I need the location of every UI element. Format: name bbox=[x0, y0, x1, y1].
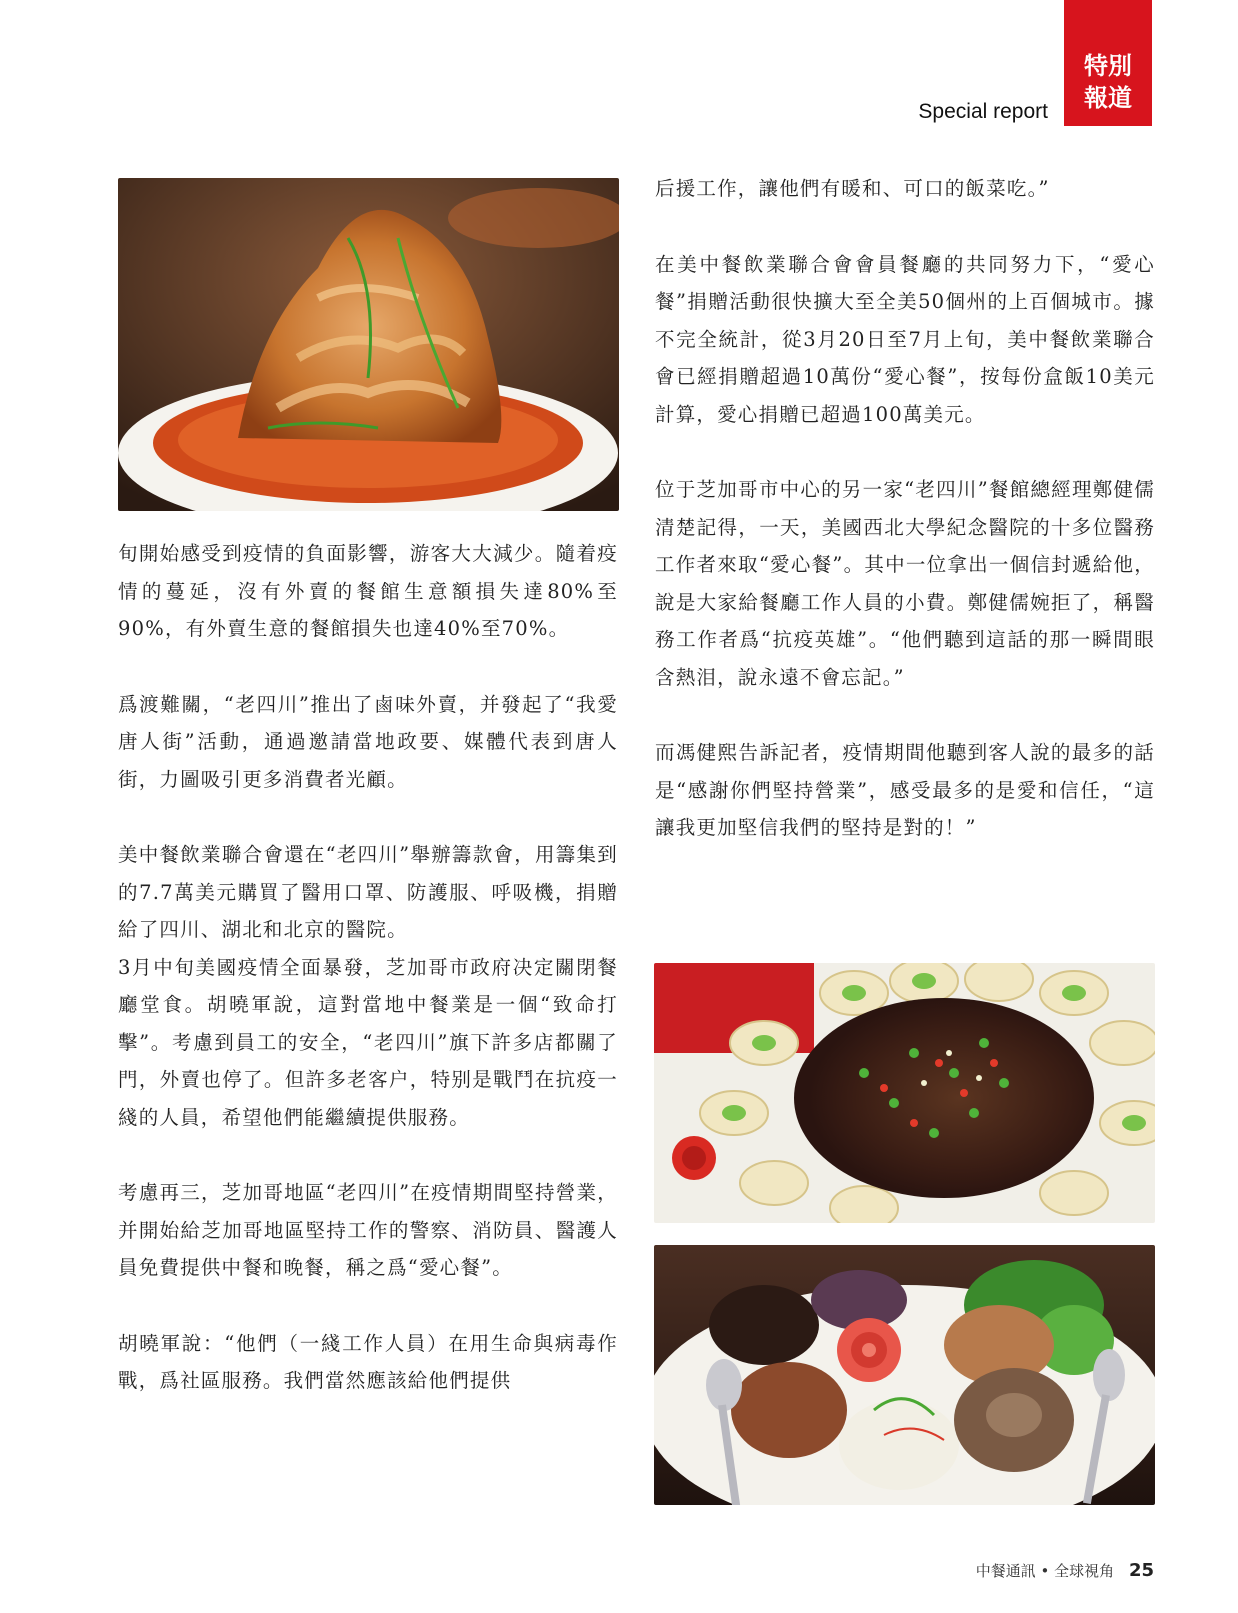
paragraph: 而馮健熙告訴記者，疫情期間他聽到客人說的最多的話是“感謝你們堅持營業”，感受最多的是愛和信任，“這讓我更加堅信我們的堅持是對的！” bbox=[655, 741, 1155, 839]
page-number: 25 bbox=[1128, 1560, 1154, 1581]
section-tab-line1: 特別 bbox=[1084, 52, 1132, 80]
paragraph: 考慮再三，芝加哥地區“老四川”在疫情期間堅持營業，并開始給芝加哥地區堅持工作的警察、消防員、醫護人員免費提供中餐和晚餐，稱之爲“愛心餐”。 bbox=[118, 1181, 618, 1279]
paragraph: 在美中餐飲業聯合會會員餐廳的共同努力下，“愛心餐”捐贈活動很快擴大至全美50個州的上百個城市。據不完全統計，從3月20日至7月上旬，美中餐飲業聯合會已經捐贈超過10萬份“愛心餐”，按每份盒飯10美元計算，愛心捐贈已超過100萬美元。 bbox=[655, 252, 1155, 426]
page-footer bbox=[976, 1560, 1154, 1581]
paragraph: 位于芝加哥市中心的另一家“老四川”餐館總經理鄭健儒清楚記得，一天，美國西北大學紀念醫院的十多位醫務工作者來取“愛心餐”。其中一位拿出一個信封遞給他，說是大家給餐廳工作人員的小費。鄭健儒婉拒了，稱醫務工作者爲“抗疫英雄”。“他們聽到這話的那一瞬間眼含熱泪，說永遠不會忘記。” bbox=[655, 478, 1155, 689]
photo-lotus-root-dish bbox=[118, 178, 619, 511]
photo-eggplant-dish bbox=[654, 963, 1155, 1223]
section-tab-line2: 報道 bbox=[1084, 84, 1132, 112]
paragraph: 3月中旬美國疫情全面暴發，芝加哥市政府决定關閉餐廳堂食。胡曉軍說，這對當地中餐業是一個“致命打擊”。考慮到員工的安全，“老四川”旗下許多店都關了門，外賣也停了。但許多老客户，特别是戰鬥在抗疫一綫的人員，希望他們能繼續提供服務。 bbox=[118, 955, 618, 1129]
paragraph: 美中餐飲業聯合會還在“老四川”舉辦籌款會，用籌集到的7.7萬美元購買了醫用口罩、防護服、呼吸機，捐贈給了四川、湖北和北京的醫院。 bbox=[118, 843, 618, 941]
right-text-column bbox=[655, 170, 1155, 847]
publication-name: 中餐通訊 • 全球視角 bbox=[975, 1562, 1115, 1580]
paragraph: 爲渡難關，“老四川”推出了鹵味外賣，并發起了“我愛唐人街”活動，通過邀請當地政要、媒體代表到唐人街，力圖吸引更多消費者光顧。 bbox=[118, 692, 618, 791]
paragraph: 后援工作，讓他們有暖和、可口的飯菜吃。” bbox=[655, 177, 1050, 200]
paragraph: 旬開始感受到疫情的負面影響，游客大大減少。隨着疫情的蔓延，沒有外賣的餐館生意額損失達80%至90%，有外賣生意的餐館損失也達40%至70%。 bbox=[118, 542, 618, 640]
left-text-column bbox=[118, 535, 618, 1400]
section-label-en: Special report bbox=[918, 100, 1048, 123]
photo-appetizer-platter bbox=[654, 1245, 1155, 1505]
paragraph: 胡曉軍說：“他們（一綫工作人員）在用生命與病毒作戰，爲社區服務。我們當然應該給他們提供 bbox=[118, 1331, 618, 1392]
section-tab bbox=[1064, 0, 1152, 126]
